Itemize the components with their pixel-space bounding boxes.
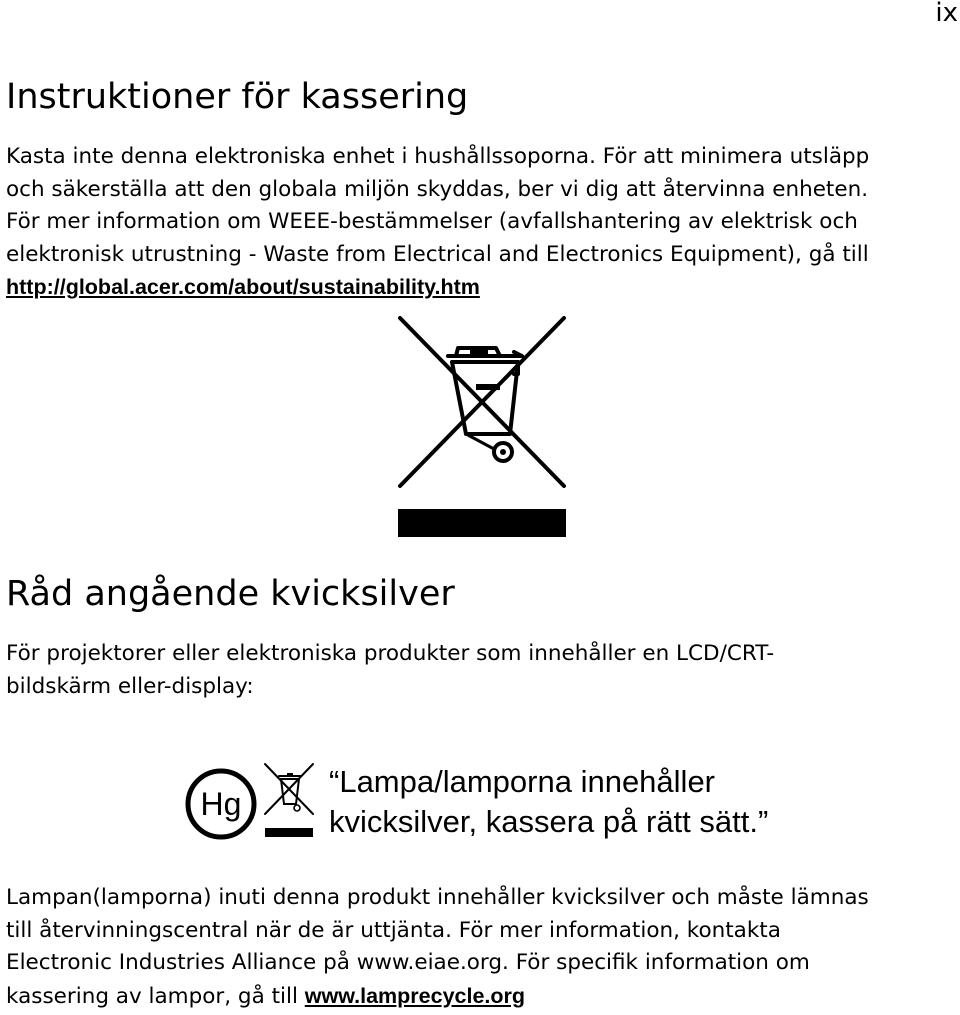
paragraph-line: till återvinningscentral när de är uttjänta. För mer information, kontakta [6,917,781,943]
hg-logo-text: Hg [200,786,242,822]
sustainability-link[interactable]: http://global.acer.com/about/sustainability.htm [6,275,480,299]
page-number: ix [935,0,958,28]
mercury-heading: Råd angående kvicksilver [6,574,455,614]
warning-line: kvicksilver, kassera på rätt sätt.” [329,804,769,839]
lamprecycle-link[interactable]: www.lamprecycle.org [304,983,526,1008]
mercury-intro [6,638,956,703]
paragraph-line: och säkerställa att den globala miljön skyddas, ber vi dig att återvinna enheten. [6,176,869,202]
paragraph-line-text: kassering av lampor, gå till [6,983,305,1009]
paragraph-line: För mer information om WEEE-bestämmelser (avfallshantering av elektrisk och [6,209,858,234]
disposal-heading: Instruktioner för kassering [6,77,469,117]
mercury-warning-text [329,762,768,842]
weee-crossed-out-bin-icon [396,316,568,538]
paragraph-line [6,980,956,1014]
paragraph-line: bildskärm eller-display: [6,673,254,699]
paragraph-line: För projektorer eller elektroniska produkter som innehåller en LCD/CRT- [6,641,775,666]
paragraph-line: Kasta inte denna elektroniska enhet i hushållssoporna. För att minimera utsläpp [6,144,870,169]
paragraph-line: Electronic Industries Alliance på www.eiae.org. För specifik information om [6,950,810,975]
hg-mercury-logo [183,766,259,842]
paragraph-line: elektronisk utrustning - Waste from Electrical and Electronics Equipment), gå till [6,241,869,267]
mercury-body [6,882,956,1013]
paragraph-line: Lampan(lamporna) inuti denna produkt innehåller kvicksilver och måste lämnas [6,885,869,910]
weee-small-bin-icon [263,760,315,838]
mercury-label-block [183,760,803,840]
warning-line: “Lampa/lamporna innehåller [329,764,716,799]
disposal-paragraph [6,141,956,305]
paragraph-line [6,271,956,305]
